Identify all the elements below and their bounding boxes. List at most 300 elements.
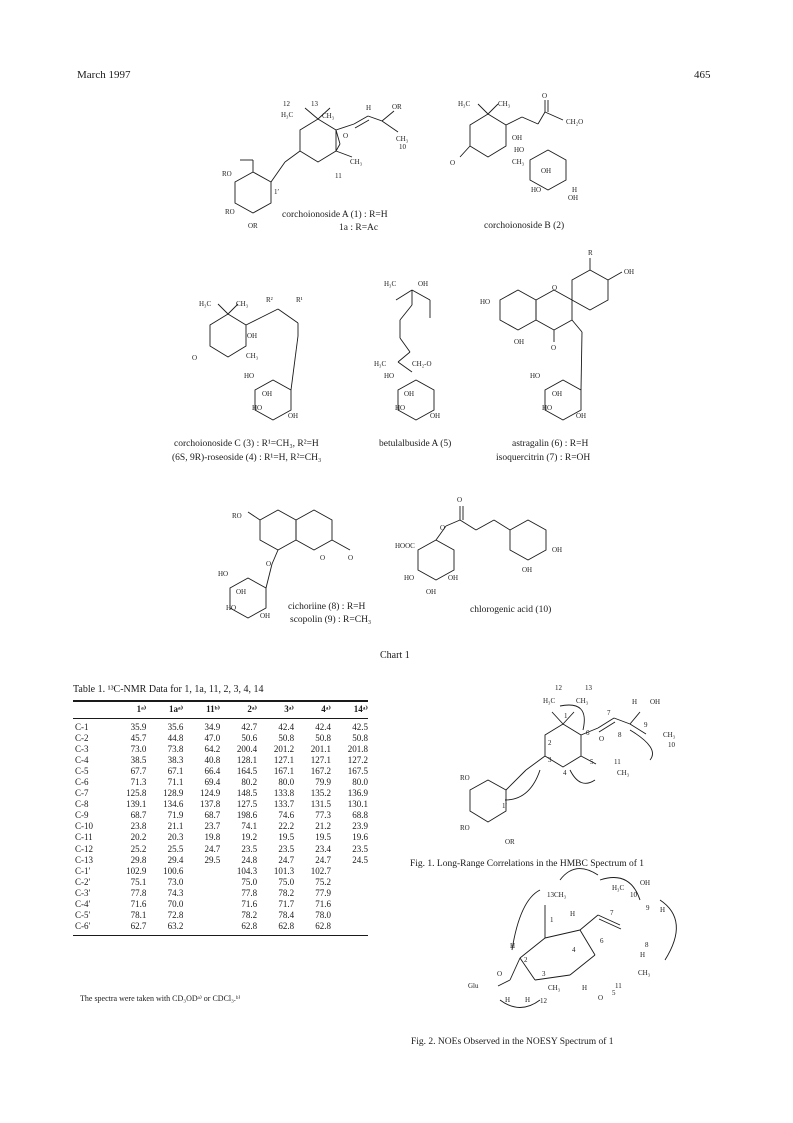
atom-label: 10 [630, 891, 637, 899]
structure-corchoionoside-c [192, 296, 303, 420]
table-column-header: 11ᵇ⁾ [183, 701, 220, 719]
shift-value [331, 899, 368, 910]
structure-corchoionoside-b [450, 92, 583, 202]
shift-value: 24.5 [352, 854, 368, 865]
atom-label: 1 [564, 712, 568, 720]
atom-label: 3 [542, 970, 546, 978]
atom-label: O [440, 524, 446, 532]
atom-label: 12 [555, 684, 562, 692]
atom-label: HO [542, 404, 553, 412]
atom-label: H [570, 910, 576, 918]
atom-label: O [192, 354, 198, 362]
atom-label: HO [252, 404, 263, 412]
atom-label: CH₃ [322, 112, 335, 120]
shift-value [331, 888, 368, 899]
atom-label: HO [244, 372, 255, 380]
shift-value: 42.7 [241, 722, 258, 732]
page-number: 465 [694, 69, 711, 81]
table-row [73, 733, 368, 744]
table-column-header: 3ᵃ⁾ [257, 701, 294, 719]
shift-value: 25.5 [167, 843, 184, 854]
atom-label: R² [266, 296, 273, 304]
carbon-label: C-7 [75, 788, 89, 799]
table-row [73, 832, 368, 843]
atom-label: 13CH₃ [547, 891, 567, 899]
shift-value: 62.8 [294, 921, 331, 936]
atom-label: O [320, 554, 326, 562]
table-row [73, 744, 368, 755]
atom-label: OH [247, 332, 258, 340]
carbon-label: C-10 [75, 821, 93, 832]
atom-label: 11 [614, 758, 621, 766]
shift-value: 50.8 [352, 733, 368, 744]
atom-label: O [542, 92, 548, 100]
shift-value: 29.8 [130, 854, 147, 865]
shift-value: 70.0 [167, 898, 184, 909]
atom-label: Glu [468, 982, 479, 990]
shift-value: 75.0 [241, 876, 258, 887]
carbon-label: C-2′ [75, 876, 91, 887]
shift-value: 127.2 [347, 755, 368, 766]
shift-value: 23.7 [204, 821, 221, 832]
atom-label: 12 [283, 100, 290, 108]
shift-value: 201.1 [310, 744, 331, 755]
atom-label: RO [460, 824, 470, 832]
table-row [73, 899, 368, 910]
atom-label: H [366, 104, 372, 112]
shift-value: 80.0 [278, 777, 295, 788]
shift-value [183, 866, 220, 877]
atom-label: 2 [524, 956, 528, 964]
atom-label: CH₃ [576, 697, 589, 705]
shift-value: 74.6 [278, 810, 295, 821]
atom-label: 10 [399, 143, 406, 151]
atom-label: H [660, 906, 666, 914]
atom-label: O [551, 344, 557, 352]
shift-value: 100.6 [163, 865, 184, 876]
running-header-date: March 1997 [77, 69, 131, 81]
shift-value: 62.8 [257, 921, 294, 936]
shift-value: 64.2 [204, 744, 221, 755]
shift-value: 29.5 [204, 854, 221, 865]
shift-value: 139.1 [126, 799, 147, 810]
atom-label: 3 [548, 756, 552, 764]
shift-value [331, 877, 368, 888]
shift-value: 77.3 [315, 810, 331, 821]
atom-label: H [510, 942, 516, 950]
atom-label: OH [640, 879, 651, 887]
shift-value: 35.6 [167, 722, 184, 732]
atom-label: 9 [646, 904, 650, 912]
shift-value: 137.8 [199, 799, 221, 810]
shift-value: 80.0 [352, 777, 368, 788]
atom-label: HO [404, 574, 415, 582]
shift-value: 201.2 [273, 744, 295, 755]
table-column-header: 2ᵃ⁾ [220, 701, 257, 719]
atom-label: OR [392, 103, 402, 111]
compound-name: astragalin (6) : R=H [512, 439, 589, 449]
shift-value: 104.3 [236, 865, 258, 876]
atom-label: 2 [548, 739, 552, 747]
table-row [73, 844, 368, 855]
shift-value: 167.5 [347, 766, 368, 777]
carbon-label: C-13 [75, 854, 93, 865]
shift-value: 135.2 [310, 788, 331, 799]
shift-value: 78.1 [130, 909, 147, 920]
shift-value: 50.8 [315, 733, 331, 744]
atom-label: 5 [612, 989, 616, 997]
atom-label: RO [232, 512, 242, 520]
atom-label: CH₃ [396, 135, 409, 143]
shift-value [331, 921, 368, 936]
atom-label: O [348, 554, 354, 562]
shift-value: 23.8 [130, 821, 147, 832]
shift-value: 24.8 [241, 854, 258, 865]
shift-value: 127.1 [310, 755, 331, 766]
atom-label: H [640, 951, 646, 959]
shift-value: 23.5 [241, 843, 258, 854]
atom-label: OH [418, 280, 429, 288]
compound-name: betulalbuside A (5) [379, 439, 452, 449]
compound-name: scopolin (9) : R=CH₃ [290, 615, 372, 625]
shift-value: 68.7 [130, 810, 147, 821]
atom-label: O [457, 496, 463, 504]
shift-value: 102.7 [310, 865, 331, 876]
shift-value: 19.8 [204, 832, 221, 843]
atom-label: 5 [590, 758, 594, 766]
atom-label: OH [430, 412, 441, 420]
compound-name: corchoionoside B (2) [484, 221, 565, 231]
shift-value: 23.4 [315, 843, 331, 854]
atom-label: H₃C [543, 697, 556, 705]
atom-label: CH₂-O [412, 360, 432, 368]
shift-value: 29.4 [167, 854, 184, 865]
shift-value: 24.7 [315, 854, 331, 865]
shift-value [183, 910, 220, 921]
shift-value: 101.3 [273, 865, 295, 876]
atom-label: H [505, 996, 511, 1004]
atom-label: OH [514, 338, 525, 346]
atom-label: CH₃ [617, 769, 630, 777]
shift-value: 198.6 [236, 810, 258, 821]
atom-label: HO [480, 298, 491, 306]
atom-label: 7 [607, 709, 611, 717]
compound-name: corchoionoside C (3) : R¹=CH₃, R²=H [174, 439, 319, 449]
atom-label: CH₃ [236, 300, 249, 308]
shift-value: 134.6 [163, 799, 184, 810]
shift-value: 62.7 [109, 921, 146, 936]
compound-name: 1a : R=Ac [339, 223, 379, 233]
shift-value: 63.2 [146, 921, 183, 936]
table-column-header: 14ᵃ⁾ [331, 701, 368, 719]
table-row [73, 866, 368, 877]
atom-label: H₃C [458, 100, 471, 108]
atom-label: H [582, 984, 588, 992]
atom-label: 13 [311, 100, 318, 108]
shift-value: 23.5 [352, 843, 368, 854]
shift-value: 164.5 [236, 766, 258, 777]
atom-label: RO [222, 170, 232, 178]
atom-label: 11 [615, 982, 622, 990]
structure-betulalbuside-a [374, 280, 440, 420]
shift-value: 71.6 [315, 898, 331, 909]
atom-label: OH [426, 588, 437, 596]
shift-value [183, 899, 220, 910]
compound-name: chlorogenic acid (10) [470, 605, 552, 615]
table-row [73, 921, 368, 936]
shift-value [331, 866, 368, 877]
shift-value: 75.0 [278, 876, 295, 887]
shift-value: 50.6 [241, 733, 258, 744]
table-header-blank [73, 701, 109, 719]
compound-name: cichoriine (8) : R=H [288, 602, 366, 612]
carbon-label: C-2 [75, 733, 89, 744]
shift-value: 102.9 [126, 865, 147, 876]
shift-value: 69.4 [204, 777, 221, 788]
shift-value: 47.0 [204, 733, 221, 744]
shift-value [183, 921, 220, 936]
figure-2-caption: Fig. 2. NOEs Observed in the NOESY Spectrum of 1 [411, 1037, 614, 1047]
table-title: Table 1. ¹³C-NMR Data for 1, 1a, 11, 2, 3, 4, 14 [73, 684, 264, 695]
atom-label: H [572, 186, 578, 194]
atom-label: H₃C [199, 300, 212, 308]
atom-label: 7 [610, 909, 614, 917]
atom-label: H [632, 698, 638, 706]
shift-value: 68.8 [352, 810, 368, 821]
atom-label: H₃C [384, 280, 397, 288]
atom-label: 10 [668, 741, 675, 749]
table-row [73, 777, 368, 788]
shift-value: 78.0 [315, 909, 331, 920]
atom-label: R¹ [296, 296, 303, 304]
compound-name: isoquercitrin (7) : R=OH [496, 453, 591, 463]
atom-label: HO [384, 372, 395, 380]
atom-label: OH [522, 566, 533, 574]
carbon-label: C-6 [75, 777, 89, 788]
shift-value: 148.5 [236, 788, 258, 799]
shift-value: 67.1 [167, 766, 184, 777]
atom-label: 13 [585, 684, 592, 692]
shift-value: 19.2 [241, 832, 258, 843]
shift-value: 34.9 [204, 722, 221, 732]
atom-label: OH [650, 698, 661, 706]
shift-value: 167.1 [273, 766, 295, 777]
atom-label: OR [248, 222, 258, 230]
shift-value: 38.3 [167, 755, 184, 766]
shift-value: 71.6 [241, 898, 258, 909]
table-row [73, 877, 368, 888]
atom-label: 4 [563, 769, 567, 777]
shift-value: 71.9 [167, 810, 184, 821]
carbon-label: C-5 [75, 766, 89, 777]
shift-value: 133.7 [273, 799, 295, 810]
shift-value: 71.3 [130, 777, 147, 788]
atom-label: OH [260, 612, 271, 620]
shift-value: 128.1 [236, 755, 258, 766]
shift-value: 78.2 [241, 909, 258, 920]
atom-label: OH [448, 574, 459, 582]
atom-label: RO [460, 774, 470, 782]
shift-value: 62.8 [220, 921, 257, 936]
atom-label: HO [530, 372, 541, 380]
shift-value: 72.8 [167, 909, 184, 920]
table-row [73, 788, 368, 799]
shift-value: 77.8 [241, 887, 258, 898]
shift-value: 77.8 [130, 887, 147, 898]
shift-value: 75.1 [130, 876, 147, 887]
shift-value: 19.6 [352, 832, 368, 843]
atom-label: OH [541, 167, 552, 175]
table-row [73, 855, 368, 866]
atom-label: H₃C [612, 884, 625, 892]
table-row [73, 766, 368, 777]
structure-chlorogenic-acid [395, 496, 562, 596]
compound-name: corchoionoside A (1) : R=H [282, 210, 388, 220]
shift-value: 71.6 [130, 898, 147, 909]
carbon-label: C-1′ [75, 865, 91, 876]
atom-label: O [552, 284, 558, 292]
shift-value: 67.7 [130, 766, 147, 777]
atom-label: 1′ [502, 802, 508, 810]
shift-value: 45.7 [130, 733, 147, 744]
atom-label: 6 [586, 729, 590, 737]
atom-label: OH [262, 390, 273, 398]
shift-value: 130.1 [347, 799, 368, 810]
shift-value: 40.8 [204, 755, 221, 766]
table-column-header: 1aᵃ⁾ [146, 701, 183, 719]
shift-value: 24.7 [204, 843, 221, 854]
shift-value: 125.8 [126, 788, 147, 799]
table-row [73, 910, 368, 921]
table-row [73, 755, 368, 766]
carbon-label: C-3 [75, 744, 89, 755]
shift-value: 71.1 [167, 777, 184, 788]
atom-label: O [598, 994, 604, 1002]
atom-label: 11 [335, 172, 342, 180]
shift-value: 20.3 [167, 832, 184, 843]
carbon-label: C-11 [75, 832, 93, 843]
atom-label: OR [505, 838, 515, 846]
atom-label: CH₂O [566, 118, 584, 126]
shift-value: 50.8 [278, 733, 295, 744]
atom-label: H₃C [374, 360, 387, 368]
shift-value: 201.8 [347, 744, 368, 755]
carbon-label: C-8 [75, 799, 89, 810]
atom-label: 6 [600, 937, 604, 945]
shift-value: 133.8 [273, 788, 295, 799]
carbon-label: C-4 [75, 755, 89, 766]
shift-value: 78.2 [278, 887, 295, 898]
shift-value: 20.2 [130, 832, 147, 843]
shift-value: 25.2 [130, 843, 147, 854]
shift-value: 73.0 [130, 744, 147, 755]
shift-value: 21.2 [315, 821, 331, 832]
table-row [73, 799, 368, 810]
atom-label: O [497, 970, 503, 978]
atom-label: CH₃ [498, 100, 511, 108]
atom-label: CH₃ [246, 352, 259, 360]
table-row [73, 719, 368, 734]
shift-value: 78.4 [278, 909, 295, 920]
atom-label: CH₃ [512, 158, 525, 166]
shift-value: 73.8 [167, 744, 184, 755]
shift-value: 42.4 [278, 722, 295, 732]
atom-label: OH [512, 134, 523, 142]
atom-label: H [525, 996, 531, 1004]
table-row [73, 810, 368, 821]
atom-label: OH [552, 390, 563, 398]
atom-label: 12 [540, 997, 547, 1005]
shift-value: 44.8 [167, 733, 184, 744]
shift-value: 71.7 [278, 898, 295, 909]
carbon-label: C-1 [75, 722, 89, 732]
shift-value: 23.5 [278, 843, 295, 854]
shift-value: 19.5 [278, 832, 295, 843]
atom-label: H₃C [281, 111, 294, 119]
chart-label: Chart 1 [380, 650, 410, 661]
shift-value: 167.2 [310, 766, 331, 777]
carbon-label: C-4′ [75, 898, 91, 909]
shift-value: 74.1 [241, 821, 258, 832]
shift-value: 131.5 [310, 799, 331, 810]
shift-value: 19.5 [315, 832, 331, 843]
shift-value: 23.9 [352, 821, 368, 832]
shift-value: 79.9 [315, 777, 331, 788]
nmr-table [73, 700, 368, 936]
shift-value: 136.9 [347, 788, 368, 799]
atom-label: OH [236, 588, 247, 596]
atom-label: OH [576, 412, 587, 420]
table-column-header: 1ᵃ⁾ [109, 701, 146, 719]
shift-value: 66.4 [204, 766, 221, 777]
shift-value: 42.4 [315, 722, 331, 732]
shift-value: 75.2 [315, 876, 331, 887]
atom-label: 9 [644, 721, 648, 729]
atom-label: HO [531, 186, 542, 194]
table-row [73, 888, 368, 899]
atom-label: O [599, 735, 605, 743]
shift-value: 24.7 [278, 854, 295, 865]
atom-label: OH [404, 390, 415, 398]
atom-label: CH₃ [663, 731, 676, 739]
shift-value: 77.9 [315, 887, 331, 898]
atom-label: CH₃ [548, 984, 561, 992]
shift-value: 38.5 [130, 755, 147, 766]
shift-value: 124.9 [199, 788, 221, 799]
shift-value: 35.9 [130, 722, 147, 732]
atom-label: HO [395, 404, 406, 412]
atom-label: R [588, 249, 593, 257]
shift-value: 73.0 [167, 876, 184, 887]
figure-1-caption: Fig. 1. Long-Range Correlations in the HMBC Spectrum of 1 [410, 859, 645, 869]
shift-value: 80.2 [241, 777, 258, 788]
shift-value: 127.5 [236, 799, 258, 810]
shift-value: 22.2 [278, 821, 295, 832]
shift-value: 21.1 [167, 821, 184, 832]
atom-label: 4 [572, 946, 576, 954]
atom-label: OH [624, 268, 635, 276]
atom-label: HOOC [395, 542, 415, 550]
carbon-label: C-5′ [75, 909, 91, 920]
atom-label: RO [225, 208, 235, 216]
table-row [73, 821, 368, 832]
carbon-label: C-12 [75, 843, 93, 854]
atom-label: 1′ [274, 188, 280, 196]
shift-value [183, 888, 220, 899]
atom-label: O [450, 159, 456, 167]
shift-value: 200.4 [236, 744, 258, 755]
table-column-header: 4ᵃ⁾ [294, 701, 331, 719]
